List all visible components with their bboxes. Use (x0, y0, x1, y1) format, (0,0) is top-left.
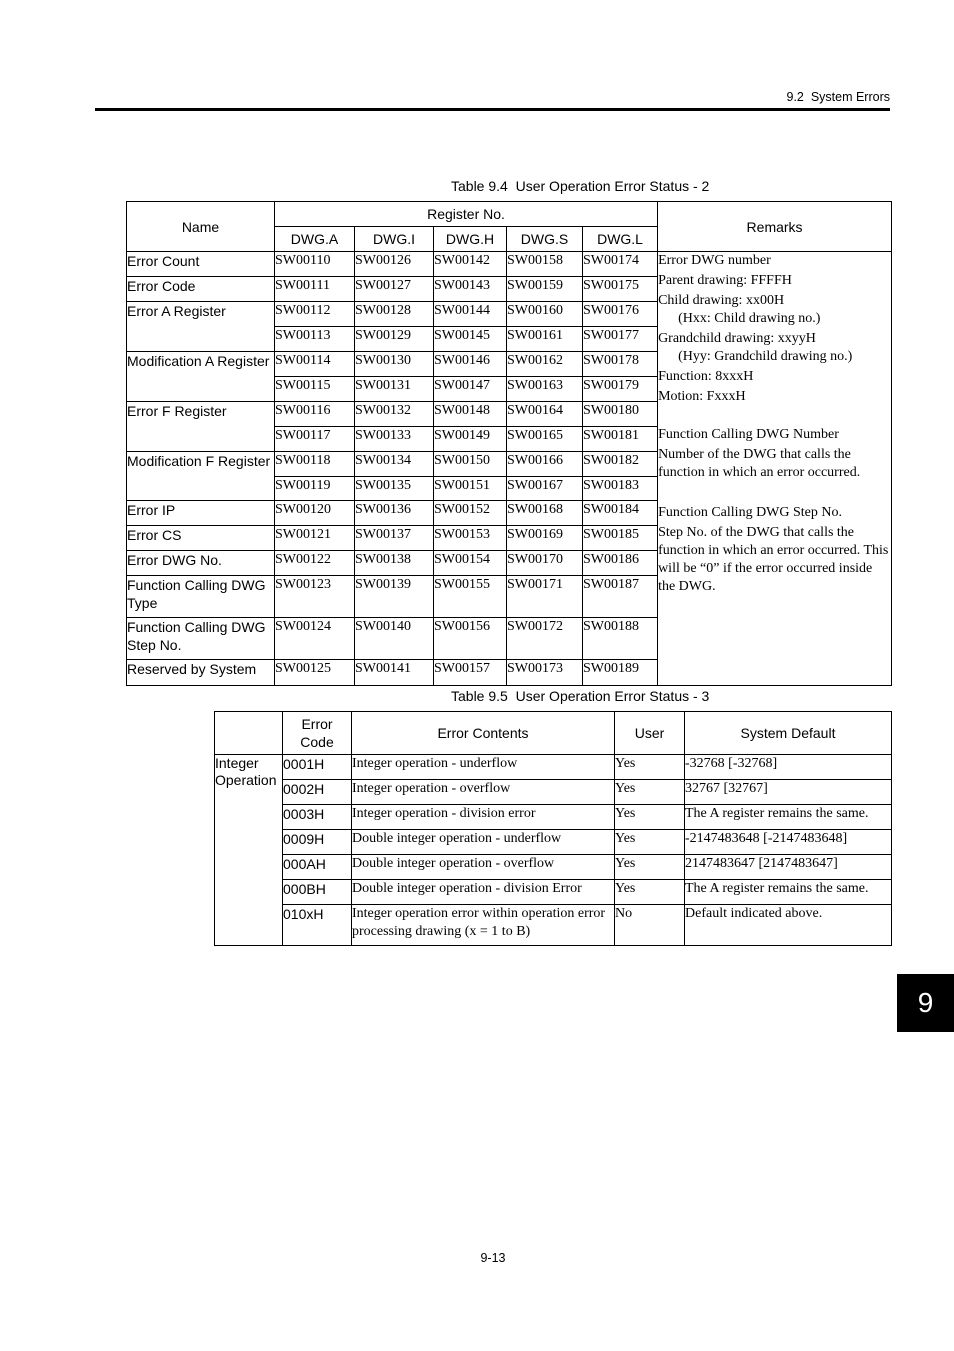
remarks-child-drawing-note: (Hxx: Child drawing no.) (678, 311, 821, 326)
table-9-4-caption: Table 9.4 User Operation Error Status - 2 (451, 178, 710, 194)
table-row (215, 755, 892, 780)
error-contents-cell: Double integer operation - underflow (352, 830, 615, 855)
register-cell: SW00167 (507, 477, 583, 501)
register-cell: SW00188 (583, 618, 658, 660)
dwg-i-header: DWG.I (355, 227, 434, 252)
register-cell: SW00165 (507, 427, 583, 452)
register-cell: SW00182 (583, 452, 658, 477)
table-row (127, 252, 892, 277)
register-cell: SW00116 (275, 402, 355, 427)
row-name: Modification F Register (127, 452, 275, 501)
register-cell: SW00158 (507, 252, 583, 277)
user-operation-error-status-table-2 (126, 201, 892, 686)
category-header (215, 712, 283, 755)
register-cell: SW00136 (355, 501, 434, 526)
register-cell: SW00183 (583, 477, 658, 501)
register-cell: SW00155 (434, 576, 507, 618)
register-cell: SW00135 (355, 477, 434, 501)
register-cell: SW00187 (583, 576, 658, 618)
row-name: Error Code (127, 277, 275, 302)
register-cell: SW00189 (583, 660, 658, 686)
error-contents-cell: Integer operation - division error (352, 805, 615, 830)
register-cell: SW00146 (434, 352, 507, 377)
register-cell: SW00126 (355, 252, 434, 277)
register-cell: SW00122 (275, 551, 355, 576)
register-cell: SW00110 (275, 252, 355, 277)
register-cell: SW00177 (583, 327, 658, 352)
register-cell: SW00131 (355, 377, 434, 402)
register-cell: SW00154 (434, 551, 507, 576)
system-default-cell: -32768 [-32768] (685, 755, 892, 780)
register-cell: SW00147 (434, 377, 507, 402)
remarks-error-dwg-title: Error DWG number (658, 253, 771, 268)
table-row (215, 855, 892, 880)
user-cell: Yes (615, 855, 685, 880)
error-code-cell: 000AH (283, 855, 352, 880)
remarks-child-drawing: Child drawing: xx00H (658, 293, 785, 308)
register-cell: SW00181 (583, 427, 658, 452)
register-cell: SW00178 (583, 352, 658, 377)
register-cell: SW00184 (583, 501, 658, 526)
row-name: Reserved by System (127, 660, 275, 686)
register-cell: SW00138 (355, 551, 434, 576)
register-cell: SW00157 (434, 660, 507, 686)
register-cell: SW00111 (275, 277, 355, 302)
register-cell: SW00115 (275, 377, 355, 402)
user-cell: Yes (615, 830, 685, 855)
user-cell: Yes (615, 780, 685, 805)
register-cell: SW00173 (507, 660, 583, 686)
row-name: Modification A Register (127, 352, 275, 402)
register-cell: SW00124 (275, 618, 355, 660)
user-cell: Yes (615, 880, 685, 905)
register-cell: SW00140 (355, 618, 434, 660)
row-name: Error IP (127, 501, 275, 526)
dwg-h-header: DWG.H (434, 227, 507, 252)
register-cell: SW00166 (507, 452, 583, 477)
error-code-cell: 0009H (283, 830, 352, 855)
register-cell: SW00180 (583, 402, 658, 427)
error-code-cell: 010xH (283, 905, 352, 946)
table-row (215, 830, 892, 855)
register-cell: SW00149 (434, 427, 507, 452)
table-row (215, 805, 892, 830)
register-cell: SW00162 (507, 352, 583, 377)
remarks-calling-dwg-number-title: Function Calling DWG Number (658, 427, 839, 442)
user-cell: Yes (615, 755, 685, 780)
error-code-cell: 0001H (283, 755, 352, 780)
register-cell: SW00161 (507, 327, 583, 352)
system-default-cell: 32767 [32767] (685, 780, 892, 805)
system-default-header: System Default (685, 712, 892, 755)
error-code-header: Error Code (283, 712, 352, 755)
table-row (215, 780, 892, 805)
register-cell: SW00163 (507, 377, 583, 402)
row-name: Error A Register (127, 302, 275, 352)
system-default-cell: -2147483648 [-2147483648] (685, 830, 892, 855)
running-head: 9.2 System Errors (786, 90, 890, 104)
register-cell: SW00169 (507, 526, 583, 551)
remarks-motion: Motion: FxxxH (658, 389, 746, 404)
register-cell: SW00114 (275, 352, 355, 377)
remarks-cell (658, 252, 892, 686)
table-row (215, 905, 892, 946)
remarks-parent-drawing: Parent drawing: FFFFH (658, 273, 792, 288)
register-cell: SW00127 (355, 277, 434, 302)
register-cell: SW00118 (275, 452, 355, 477)
register-cell: SW00120 (275, 501, 355, 526)
error-code-cell: 0002H (283, 780, 352, 805)
user-cell: No (615, 905, 685, 946)
user-operation-error-status-table-3 (214, 711, 892, 946)
register-cell: SW00186 (583, 551, 658, 576)
register-cell: SW00119 (275, 477, 355, 501)
register-cell: SW00179 (583, 377, 658, 402)
register-cell: SW00129 (355, 327, 434, 352)
register-cell: SW00176 (583, 302, 658, 327)
remarks-function: Function: 8xxxH (658, 369, 754, 384)
row-name: Error CS (127, 526, 275, 551)
row-name: Error Count (127, 252, 275, 277)
register-cell: SW00168 (507, 501, 583, 526)
remarks-grandchild-drawing: Grandchild drawing: xxyyH (658, 331, 816, 346)
register-cell: SW00159 (507, 277, 583, 302)
register-cell: SW00125 (275, 660, 355, 686)
error-contents-cell: Integer operation error within operation error processing drawing (x = 1 to B) (352, 905, 615, 946)
register-cell: SW00145 (434, 327, 507, 352)
register-cell: SW00123 (275, 576, 355, 618)
error-contents-header: Error Contents (352, 712, 615, 755)
table-row (215, 880, 892, 905)
register-cell: SW00185 (583, 526, 658, 551)
register-cell: SW00128 (355, 302, 434, 327)
register-cell: SW00113 (275, 327, 355, 352)
dwg-s-header: DWG.S (507, 227, 583, 252)
register-cell: SW00170 (507, 551, 583, 576)
register-cell: SW00153 (434, 526, 507, 551)
register-cell: SW00150 (434, 452, 507, 477)
register-cell: SW00121 (275, 526, 355, 551)
error-code-cell: 000BH (283, 880, 352, 905)
register-cell: SW00141 (355, 660, 434, 686)
register-cell: SW00164 (507, 402, 583, 427)
name-header: Name (127, 202, 275, 252)
register-cell: SW00152 (434, 501, 507, 526)
dwg-a-header: DWG.A (275, 227, 355, 252)
register-cell: SW00144 (434, 302, 507, 327)
register-cell: SW00151 (434, 477, 507, 501)
remarks-header: Remarks (658, 202, 892, 252)
register-cell: SW00117 (275, 427, 355, 452)
user-cell: Yes (615, 805, 685, 830)
register-cell: SW00132 (355, 402, 434, 427)
register-cell: SW00133 (355, 427, 434, 452)
remarks-calling-dwg-number-description: Number of the DWG that calls the function in which an error occurred. (658, 447, 861, 480)
register-cell: SW00175 (583, 277, 658, 302)
register-cell: SW00156 (434, 618, 507, 660)
register-cell: SW00134 (355, 452, 434, 477)
chapter-tab: 9 (897, 974, 954, 1032)
dwg-l-header: DWG.L (583, 227, 658, 252)
row-name: Error F Register (127, 402, 275, 452)
error-contents-cell: Double integer operation - division Error (352, 880, 615, 905)
row-name: Function Calling DWG Type (127, 576, 275, 618)
category-cell: Integer Operation (215, 755, 283, 946)
register-cell: SW00171 (507, 576, 583, 618)
register-cell: SW00174 (583, 252, 658, 277)
remarks-grandchild-drawing-note: (Hyy: Grandchild drawing no.) (678, 349, 853, 364)
remarks-calling-dwg-step-title: Function Calling DWG Step No. (658, 505, 842, 520)
register-cell: SW00142 (434, 252, 507, 277)
table-9-5-caption: Table 9.5 User Operation Error Status - 3 (451, 688, 710, 704)
register-cell: SW00143 (434, 277, 507, 302)
user-header: User (615, 712, 685, 755)
system-default-cell: Default indicated above. (685, 905, 892, 946)
error-contents-cell: Integer operation - overflow (352, 780, 615, 805)
row-name: Function Calling DWG Step No. (127, 618, 275, 660)
page-number: 9-13 (480, 1251, 506, 1265)
system-default-cell: 2147483647 [2147483647] (685, 855, 892, 880)
error-code-cell: 0003H (283, 805, 352, 830)
system-default-cell: The A register remains the same. (685, 880, 892, 905)
remarks-calling-dwg-step-description: Step No. of the DWG that calls the function in which an error occurred. This will be “0” if the error occurred inside the DWG. (658, 525, 889, 594)
register-cell: SW00139 (355, 576, 434, 618)
system-default-cell: The A register remains the same. (685, 805, 892, 830)
row-name: Error DWG No. (127, 551, 275, 576)
register-cell: SW00112 (275, 302, 355, 327)
register-cell: SW00137 (355, 526, 434, 551)
header-rule (95, 108, 890, 111)
register-no-header: Register No. (275, 202, 658, 227)
register-cell: SW00160 (507, 302, 583, 327)
error-contents-cell: Integer operation - underflow (352, 755, 615, 780)
register-cell: SW00130 (355, 352, 434, 377)
register-cell: SW00172 (507, 618, 583, 660)
register-cell: SW00148 (434, 402, 507, 427)
error-contents-cell: Double integer operation - overflow (352, 855, 615, 880)
